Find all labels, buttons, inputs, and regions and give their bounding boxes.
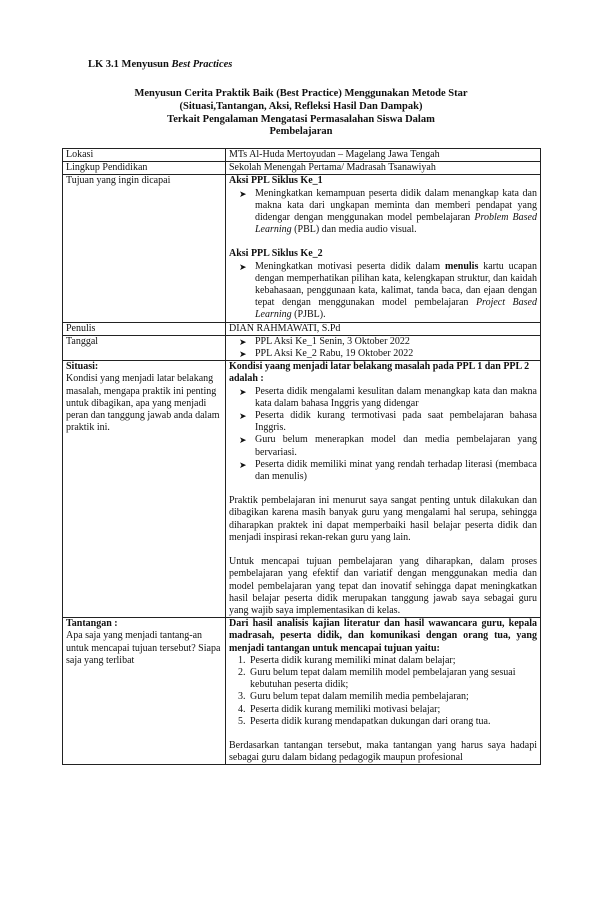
- arrow-bullet-icon: ➤: [239, 435, 247, 446]
- heading-line-2: (Situasi,Tantangan, Aksi, Refleksi Hasil Dan Dampak): [179, 100, 423, 112]
- tujuan-label: Tujuan yang ingin dicapai: [63, 175, 226, 322]
- situasi-list: [229, 386, 537, 484]
- situasi-desc: Kondisi yang menjadi latar belakang masalah, mengapa praktik ini penting untuk dibagikan, apa yang menjadi peran dan tanggung jawab anda dalam praktik ini.: [66, 373, 220, 434]
- tanggal-item: ➤ PPL Aksi Ke_1 Senin, 3 Oktober 2022: [239, 335, 410, 347]
- situasi-item: ➤ Peserta didik kurang termotivasi pada saat pembelajaran bahasa Inggris.: [239, 410, 537, 434]
- penulis-label: Penulis: [63, 322, 226, 335]
- siklus1-list: [229, 188, 537, 237]
- siklus2-title: Aksi PPL Siklus Ke_2: [229, 248, 323, 260]
- row-tantangan: [63, 618, 541, 765]
- tantangan-desc: Apa saja yang menjadi tantang-an untuk mencapai tujuan tersebut? Siapa saja yang terlibat: [66, 630, 221, 666]
- tantangan-label-cell: [63, 618, 226, 765]
- tujuan-content: [226, 175, 541, 322]
- row-lingkup: [63, 162, 541, 175]
- row-tujuan: [63, 175, 541, 322]
- siklus1-title: Aksi PPL Siklus Ke_1: [229, 175, 323, 187]
- tanggal-content: [226, 335, 541, 360]
- arrow-bullet-icon: ➤: [239, 188, 247, 199]
- arrow-bullet-icon: ➤: [239, 386, 247, 397]
- situasi-paragraph-1: Praktik pembelajaran ini menurut saya sangat penting untuk dilakukan dan dibagikan karena masih banyak guru yang mengalami hal serupa, sehingga diharapkan praktek ini dapat memperbaiki hasil belajar peserta didik dan menjadi inspirasi rekan-rekan guru yang lain.: [229, 495, 537, 543]
- situasi-item: ➤ Guru belum menerapkan model dan media pembelajaran yang bervariasi.: [239, 434, 537, 458]
- best-practice-table: [62, 148, 541, 765]
- arrow-bullet-icon: ➤: [239, 336, 247, 347]
- tanggal-list: [229, 336, 537, 360]
- situasi-label-cell: [63, 361, 226, 618]
- heading-line-4: Pembelajaran: [269, 126, 333, 138]
- tanggal-label: Tanggal: [63, 335, 226, 360]
- tantangan-item: 2. Guru belum tepat dalam memilih model pembelajaran yang sesuai kebutuhan peserta didik;: [248, 667, 537, 691]
- lingkup-value: Sekolah Menengah Pertama/ Madrasah Tsanawiyah: [226, 162, 541, 175]
- siklus1-item: ➤ Meningkatkan kemampuan peserta didik dalam menangkap kata dan makna kata dari ungkapan meminta dan memberi pendapat yang didengar dengan menggunakan model pembelajaran Problem Based Learning (PBL) dan media audio visual.: [239, 187, 537, 236]
- tantangan-item: 3. Guru belum tepat dalam memilih media pembelajaran;: [248, 691, 537, 703]
- tantangan-item: 1. Peserta didik kurang memiliki minat dalam belajar;: [248, 655, 537, 667]
- lk-title: LK 3.1 Menyusun Best Practices: [88, 59, 233, 70]
- arrow-bullet-icon: ➤: [239, 459, 247, 470]
- arrow-bullet-icon: ➤: [239, 349, 247, 360]
- situasi-item: ➤ Peserta didik memiliki minat yang rendah terhadap literasi (membaca dan menulis): [239, 458, 537, 483]
- arrow-bullet-icon: ➤: [239, 411, 247, 422]
- situasi-content: [226, 361, 541, 618]
- row-situasi: [63, 361, 541, 618]
- situasi-label: Situasi:: [66, 361, 99, 373]
- situasi-item: ➤ Peserta didik mengalami kesulitan dalam menangkap kata dan makna kata dalam bahasa Inggris yang didengar: [239, 385, 537, 409]
- lokasi-value: MTs Al-Huda Mertoyudan – Magelang Jawa Tengah: [226, 149, 541, 162]
- siklus2-list: [229, 261, 537, 322]
- tanggal-item: ➤ PPL Aksi Ke_2 Rabu, 19 Oktober 2022: [239, 348, 414, 360]
- row-penulis: [63, 322, 541, 335]
- row-tanggal: [63, 335, 541, 360]
- heading-line-1: Menyusun Cerita Praktik Baik (Best Practice) Menggunakan Metode Star: [134, 88, 468, 99]
- tantangan-item: 5. Peserta didik kurang mendapatkan dukungan dari orang tua.: [248, 716, 537, 728]
- situasi-intro: Kondisi yaang menjadi latar belakang masalah pada PPL 1 dan PPL 2 adalah :: [229, 361, 530, 385]
- heading-line-3: Terkait Pengalaman Mengatasi Permasalahan Siswa Dalam: [167, 113, 435, 125]
- lokasi-label: Lokasi: [63, 149, 226, 162]
- siklus2-item: ➤ Meningkatkan motivasi peserta didik dalam menulis kartu ucapan dengan memperhatikan pilihan kata, kelengkapan struktur, dan kaidah kebahasaan, penggunaan kata, kalimat, tanda baca, dan ejaan dengan tepat dengan menggunakan model pembelajaran Project Based Learning (PJBL).: [239, 260, 537, 321]
- row-lokasi: [63, 149, 541, 162]
- tantangan-closing: Berdasarkan tantangan tersebut, maka tantangan yang harus saya hadapi sebagai guru dalam bidang pedagogik maupun profesional: [229, 739, 537, 764]
- document-heading: [62, 88, 540, 139]
- situasi-paragraph-2: Untuk mencapai tujuan pembelajaran yang diharapkan, dalam proses pembelajaran yang efektif dan variatif dengan menggunakan media dan model pembelajaran yang tepat dan inovatif sehingga dapat meningkatkan hasil belajar peserta didik merupakan tanggung jawab saya sebagai guru yang wajib saya implementasikan di kelas.: [229, 556, 537, 616]
- tantangan-list: [229, 655, 537, 728]
- tantangan-item: 4. Peserta didik kurang memiliki motivasi belajar;: [248, 704, 537, 716]
- penulis-value: DIAN RAHMAWATI, S.Pd: [226, 322, 541, 335]
- tantangan-label: Tantangan :: [66, 618, 118, 630]
- arrow-bullet-icon: ➤: [239, 261, 247, 272]
- tantangan-content: [226, 618, 541, 765]
- tantangan-intro: Dari hasil analisis kajian literatur dan hasil wawancara guru, kepala madrasah, peserta didik, dan komunikasi dengan orang tua, yang menjadi tantangan untuk mencapai tujuan yaitu:: [229, 618, 537, 654]
- lingkup-label: Lingkup Pendidikan: [63, 162, 226, 175]
